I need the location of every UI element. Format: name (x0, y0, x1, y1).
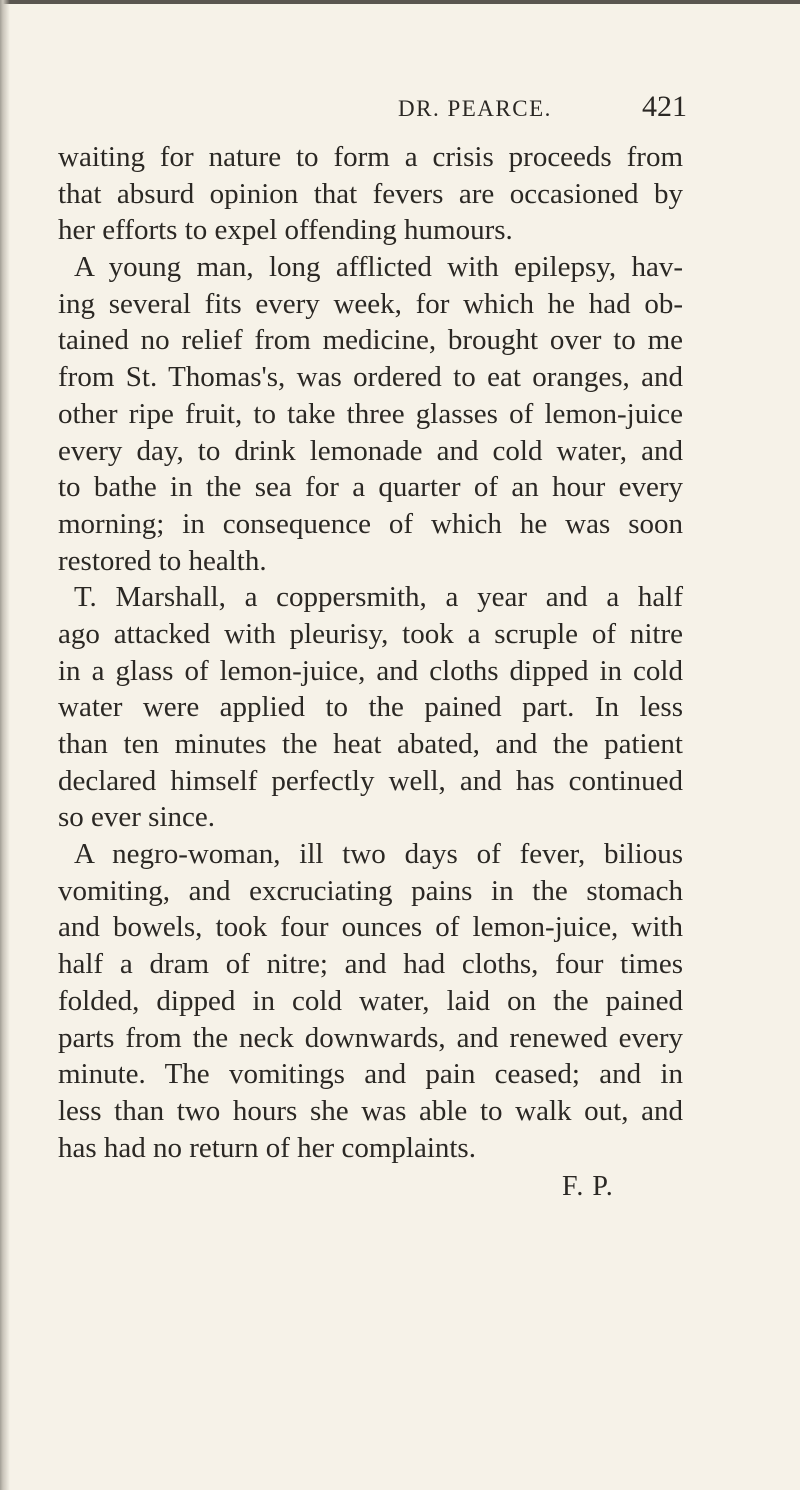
text-line: A young man, long afflicted with epilepsy, hav- (74, 251, 683, 284)
text-line: from St. Thomas's, was ordered to eat oranges, and (58, 361, 683, 394)
text-line: every day, to drink lemonade and cold water, and (58, 434, 683, 467)
text-line: waiting for nature to form a crisis proceeds from (58, 141, 683, 173)
text-line: vomiting, and excruciating pains in the stomach (58, 874, 683, 907)
text-line: that absurd opinion that fevers are occasioned by (58, 177, 683, 210)
text-line: to bathe in the sea for a quarter of an hour every (58, 471, 683, 504)
text-line: ago attacked with pleurisy, took a scruple of nitre (58, 617, 683, 650)
text-line: half a dram of nitre; and had cloths, four times (58, 948, 683, 981)
text-line: so ever since. (58, 801, 216, 834)
body-text (58, 139, 683, 1166)
text-line: water were applied to the pained part. In less (58, 691, 683, 724)
author-signature: F. P. (562, 1171, 614, 1202)
text-line: folded, dipped in cold water, laid on the pained (58, 984, 683, 1017)
text-line: has had no return of her complaints. (58, 1131, 476, 1164)
text-line: restored to health. (58, 544, 267, 577)
text-line: and bowels, took four ounces of lemon-juice, with (58, 911, 683, 944)
running-head: DR. PEARCE. (398, 96, 552, 121)
text-line: A negro-woman, ill two days of fever, bilious (74, 838, 683, 871)
text-line: in a glass of lemon-juice, and cloths dipped in cold (58, 654, 683, 687)
text-line: T. Marshall, a coppersmith, a year and a half (74, 581, 683, 614)
text-line: her efforts to expel offending humours. (58, 214, 513, 247)
text-line: ing several fits every week, for which he had ob- (58, 287, 683, 320)
page-binding-edge (0, 0, 10, 1490)
text-line: declared himself perfectly well, and has continued (58, 764, 683, 797)
page-header (0, 90, 800, 130)
text-line: parts from the neck downwards, and renewed every (58, 1021, 683, 1054)
text-line: tained no relief from medicine, brought over to me (58, 324, 683, 357)
text-line: other ripe fruit, to take three glasses of lemon-juice (58, 397, 683, 430)
page-number: 421 (642, 90, 687, 123)
text-line: morning; in consequence of which he was soon (58, 507, 683, 540)
text-line: than ten minutes the heat abated, and the patient (58, 728, 683, 760)
text-line: less than two hours she was able to walk out, and (58, 1094, 683, 1127)
top-edge-rule (0, 0, 800, 4)
text-line: minute. The vomitings and pain ceased; and in (58, 1058, 683, 1091)
